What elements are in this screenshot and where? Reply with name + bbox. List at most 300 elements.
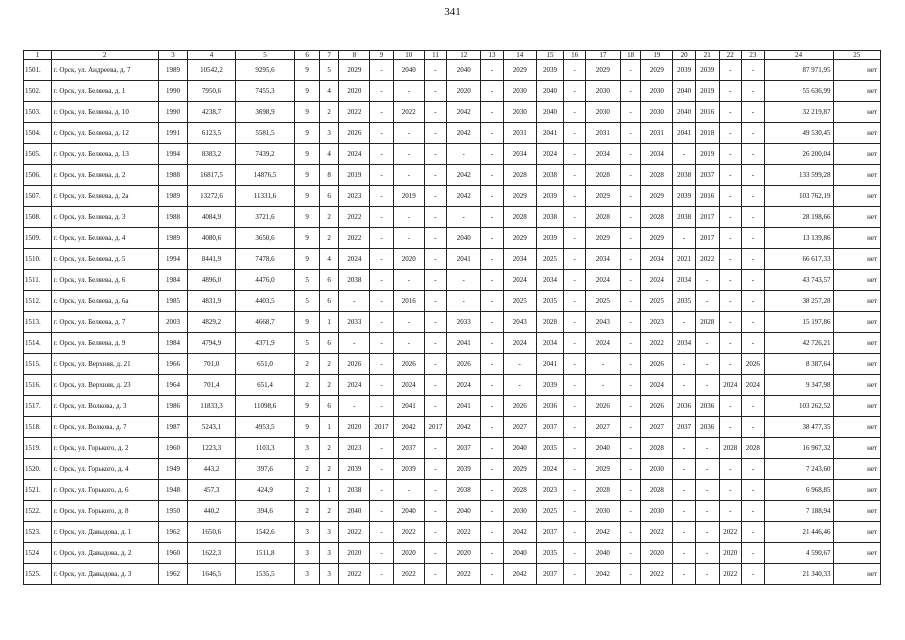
- table-cell: 1985: [158, 291, 188, 312]
- column-header: 6: [295, 51, 320, 60]
- table-cell: 2037: [536, 564, 564, 585]
- table-cell: 9: [295, 207, 320, 228]
- table-cell: -: [393, 228, 424, 249]
- table-cell: 38 477,35: [764, 417, 833, 438]
- table-cell: 1984: [158, 333, 188, 354]
- table-cell: 9: [295, 228, 320, 249]
- table-cell: 2031: [585, 123, 620, 144]
- table-cell: 2039: [695, 60, 719, 81]
- table-cell: 2030: [641, 459, 673, 480]
- column-header: 13: [481, 51, 504, 60]
- table-cell: 2036: [673, 396, 696, 417]
- table-cell: 1509.: [24, 228, 52, 249]
- table-cell: -: [673, 375, 696, 396]
- table-cell: 7439,2: [235, 144, 295, 165]
- table-cell: 2040: [447, 228, 481, 249]
- table-cell: -: [447, 291, 481, 312]
- table-cell: -: [481, 102, 504, 123]
- table-cell: 9: [295, 396, 320, 417]
- table-cell: 2024: [503, 333, 536, 354]
- table-cell: 2025: [536, 249, 564, 270]
- table-cell: 1501.: [24, 60, 52, 81]
- table-cell: -: [695, 333, 719, 354]
- table-cell: нет: [833, 249, 880, 270]
- table-cell: -: [620, 207, 641, 228]
- table-cell: 2029: [585, 186, 620, 207]
- table-cell: -: [564, 270, 586, 291]
- table-cell: -: [620, 312, 641, 333]
- table-cell: 133 599,28: [764, 165, 833, 186]
- table-cell: 1512.: [24, 291, 52, 312]
- table-row: [24, 459, 881, 480]
- table-cell: -: [564, 459, 586, 480]
- table-cell: 4794,9: [188, 333, 235, 354]
- table-cell: -: [370, 312, 394, 333]
- table-cell: -: [719, 249, 742, 270]
- table-cell: 2039: [673, 186, 696, 207]
- table-cell: 2026: [641, 396, 673, 417]
- table-cell: -: [564, 165, 586, 186]
- column-header: 24: [764, 51, 833, 60]
- table-cell: -: [719, 459, 742, 480]
- table-cell: -: [370, 396, 394, 417]
- table-cell: 2034: [641, 144, 673, 165]
- table-cell: -: [564, 102, 586, 123]
- table-cell: 2040: [673, 102, 696, 123]
- table-cell: -: [673, 459, 696, 480]
- table-cell: -: [564, 60, 586, 81]
- table-cell: -: [742, 123, 765, 144]
- table-cell: -: [564, 375, 586, 396]
- table-cell: -: [742, 459, 765, 480]
- table-cell: 2026: [339, 354, 370, 375]
- table-cell: 2036: [695, 417, 719, 438]
- table-cell: 21 446,46: [764, 522, 833, 543]
- table-cell: 3: [319, 123, 339, 144]
- table-cell: -: [719, 270, 742, 291]
- table-cell: -: [424, 102, 447, 123]
- table-cell: 701,4: [188, 375, 235, 396]
- table-cell: 1650,6: [188, 522, 235, 543]
- table-cell: 2029: [503, 459, 536, 480]
- table-cell: 2030: [641, 81, 673, 102]
- table-cell: -: [742, 291, 765, 312]
- table-cell: 3: [295, 522, 320, 543]
- table-cell: 2020: [447, 543, 481, 564]
- table-cell: 2023: [339, 438, 370, 459]
- table-cell: -: [695, 438, 719, 459]
- table-cell: 2029: [641, 186, 673, 207]
- table-cell: -: [673, 438, 696, 459]
- table-cell: 2028: [641, 165, 673, 186]
- table-cell: 2022: [695, 249, 719, 270]
- table-row: [24, 396, 881, 417]
- table-cell: 2026: [742, 354, 765, 375]
- table-cell: нет: [833, 144, 880, 165]
- table-cell: 2017: [424, 417, 447, 438]
- table-cell: 2020: [447, 81, 481, 102]
- table-cell: 3: [319, 543, 339, 564]
- table-cell: 8383,2: [188, 144, 235, 165]
- table-cell: 13 139,86: [764, 228, 833, 249]
- table-cell: 2022: [339, 228, 370, 249]
- table-cell: -: [424, 81, 447, 102]
- table-row: [24, 480, 881, 501]
- table-cell: г. Орск, ул. Верхняя, д. 23: [51, 375, 158, 396]
- table-row: [24, 333, 881, 354]
- table-cell: 2033: [447, 312, 481, 333]
- table-cell: -: [424, 522, 447, 543]
- table-cell: 2025: [585, 291, 620, 312]
- table-cell: г. Орск, ул. Беляева, д. 9: [51, 333, 158, 354]
- table-cell: -: [481, 270, 504, 291]
- table-cell: 2036: [695, 396, 719, 417]
- table-cell: 4238,7: [188, 102, 235, 123]
- table-cell: 5581,5: [235, 123, 295, 144]
- table-cell: 2024: [536, 459, 564, 480]
- table-cell: 2: [319, 354, 339, 375]
- table-cell: 2030: [585, 102, 620, 123]
- table-cell: 5: [295, 270, 320, 291]
- table-cell: -: [719, 60, 742, 81]
- table-row: [24, 270, 881, 291]
- table-cell: 1535,5: [235, 564, 295, 585]
- table-cell: 2: [319, 375, 339, 396]
- table-cell: 2042: [447, 165, 481, 186]
- table-cell: -: [564, 396, 586, 417]
- table-cell: -: [370, 123, 394, 144]
- table-cell: 2034: [673, 333, 696, 354]
- table-cell: 2024: [393, 375, 424, 396]
- column-header: 18: [620, 51, 641, 60]
- table-cell: 28 198,66: [764, 207, 833, 228]
- table-cell: нет: [833, 228, 880, 249]
- table-cell: 32 219,87: [764, 102, 833, 123]
- column-header: 12: [447, 51, 481, 60]
- table-cell: -: [424, 249, 447, 270]
- table-cell: 43 743,57: [764, 270, 833, 291]
- column-header: 9: [370, 51, 394, 60]
- table-row: [24, 144, 881, 165]
- table-cell: 1223,3: [188, 438, 235, 459]
- table-cell: 2017: [370, 417, 394, 438]
- table-cell: -: [370, 375, 394, 396]
- table-cell: 424,9: [235, 480, 295, 501]
- table-cell: -: [424, 459, 447, 480]
- column-header: 1: [24, 51, 52, 60]
- table-cell: 2041: [673, 123, 696, 144]
- table-cell: -: [742, 186, 765, 207]
- table-cell: 1989: [158, 60, 188, 81]
- table-cell: 9: [295, 81, 320, 102]
- table-cell: 5: [295, 333, 320, 354]
- table-cell: 1511,8: [235, 543, 295, 564]
- column-header: 21: [695, 51, 719, 60]
- column-header: 25: [833, 51, 880, 60]
- table-cell: -: [742, 270, 765, 291]
- table-row: [24, 81, 881, 102]
- table-cell: 651,0: [235, 354, 295, 375]
- table-cell: 2042: [393, 417, 424, 438]
- table-cell: 1525.: [24, 564, 52, 585]
- table-cell: 4896,0: [188, 270, 235, 291]
- table-cell: 2: [319, 501, 339, 522]
- table-cell: г. Орск, ул. Беляева, д. 10: [51, 102, 158, 123]
- table-cell: нет: [833, 312, 880, 333]
- table-cell: 7950,6: [188, 81, 235, 102]
- table-cell: -: [742, 60, 765, 81]
- table-cell: 1966: [158, 354, 188, 375]
- table-cell: 9: [295, 144, 320, 165]
- table-cell: 4476,0: [235, 270, 295, 291]
- table-cell: 2024: [585, 333, 620, 354]
- table-cell: нет: [833, 354, 880, 375]
- table-cell: -: [481, 123, 504, 144]
- table-cell: г. Орск, ул. Горького, д. 6: [51, 480, 158, 501]
- table-cell: -: [719, 186, 742, 207]
- table-cell: -: [620, 249, 641, 270]
- table-cell: -: [620, 543, 641, 564]
- column-header: 15: [536, 51, 564, 60]
- table-cell: 4831,9: [188, 291, 235, 312]
- table-cell: -: [424, 291, 447, 312]
- table-cell: нет: [833, 333, 880, 354]
- table-cell: 2018: [695, 123, 719, 144]
- table-cell: 4: [319, 249, 339, 270]
- table-cell: -: [620, 186, 641, 207]
- table-cell: 2023: [536, 480, 564, 501]
- table-cell: -: [695, 564, 719, 585]
- table-cell: -: [719, 333, 742, 354]
- table-cell: нет: [833, 165, 880, 186]
- table-cell: 2042: [585, 522, 620, 543]
- table-cell: 1949: [158, 459, 188, 480]
- table-cell: 2022: [641, 522, 673, 543]
- table-cell: 2028: [503, 480, 536, 501]
- table-cell: -: [742, 144, 765, 165]
- table-cell: 2040: [536, 81, 564, 102]
- table-cell: 2024: [641, 270, 673, 291]
- table-cell: 2016: [695, 102, 719, 123]
- table-cell: 2028: [641, 207, 673, 228]
- table-row: [24, 543, 881, 564]
- table-cell: 3: [295, 564, 320, 585]
- table-cell: -: [564, 438, 586, 459]
- column-header: 20: [673, 51, 696, 60]
- table-cell: 2017: [695, 228, 719, 249]
- table-cell: -: [564, 333, 586, 354]
- table-cell: 66 617,33: [764, 249, 833, 270]
- table-cell: -: [620, 564, 641, 585]
- table-cell: 3: [295, 543, 320, 564]
- table-cell: 1991: [158, 123, 188, 144]
- table-cell: 2030: [503, 501, 536, 522]
- table-cell: -: [393, 270, 424, 291]
- table-cell: 8: [319, 165, 339, 186]
- table-cell: г. Орск, ул. Беляева, д. 2а: [51, 186, 158, 207]
- table-cell: -: [481, 81, 504, 102]
- table-cell: 8441,9: [188, 249, 235, 270]
- table-cell: -: [620, 102, 641, 123]
- table-cell: 1505.: [24, 144, 52, 165]
- table-cell: -: [564, 543, 586, 564]
- table-cell: -: [370, 186, 394, 207]
- table-cell: 15 197,86: [764, 312, 833, 333]
- table-cell: -: [370, 60, 394, 81]
- table-cell: 6: [319, 270, 339, 291]
- table-cell: 1989: [158, 186, 188, 207]
- table-cell: -: [620, 438, 641, 459]
- table-cell: 1987: [158, 417, 188, 438]
- table-cell: 2034: [585, 249, 620, 270]
- table-cell: 457,3: [188, 480, 235, 501]
- table-cell: 2023: [339, 186, 370, 207]
- table-cell: -: [673, 144, 696, 165]
- table-cell: -: [620, 417, 641, 438]
- table-cell: -: [481, 543, 504, 564]
- table-cell: -: [742, 207, 765, 228]
- table-cell: 7478,6: [235, 249, 295, 270]
- table-cell: 2025: [536, 501, 564, 522]
- table-cell: 2021: [673, 249, 696, 270]
- table-cell: г. Орск, ул. Беляева, д. 3: [51, 207, 158, 228]
- column-header: 16: [564, 51, 586, 60]
- table-cell: 2022: [719, 564, 742, 585]
- table-cell: -: [393, 81, 424, 102]
- column-header: 5: [235, 51, 295, 60]
- table-cell: -: [564, 228, 586, 249]
- table-cell: 9: [295, 249, 320, 270]
- table-cell: -: [564, 291, 586, 312]
- table-cell: 2: [295, 501, 320, 522]
- table-cell: -: [424, 312, 447, 333]
- table-row: [24, 123, 881, 144]
- table-cell: 2022: [393, 564, 424, 585]
- table-cell: 2022: [339, 564, 370, 585]
- table-cell: 2039: [536, 228, 564, 249]
- table-cell: 2042: [447, 102, 481, 123]
- table-cell: 2040: [673, 81, 696, 102]
- table-cell: 1990: [158, 81, 188, 102]
- table-cell: 1520.: [24, 459, 52, 480]
- table-cell: 2042: [503, 564, 536, 585]
- table-cell: 2028: [503, 165, 536, 186]
- table-cell: 6: [319, 396, 339, 417]
- table-cell: -: [719, 480, 742, 501]
- table-cell: -: [481, 228, 504, 249]
- table-row: [24, 186, 881, 207]
- table-row: [24, 291, 881, 312]
- table-cell: -: [424, 564, 447, 585]
- table-cell: 1988: [158, 207, 188, 228]
- table-cell: 2038: [339, 480, 370, 501]
- table-cell: 2028: [719, 438, 742, 459]
- table-cell: 4371,9: [235, 333, 295, 354]
- table-cell: 2028: [585, 207, 620, 228]
- table-cell: 2020: [393, 543, 424, 564]
- table-cell: -: [370, 543, 394, 564]
- table-cell: г. Орск, ул. Андреева, д. 7: [51, 60, 158, 81]
- table-cell: 2: [295, 375, 320, 396]
- table-cell: -: [481, 60, 504, 81]
- table-cell: 5243,1: [188, 417, 235, 438]
- table-cell: -: [481, 165, 504, 186]
- table-cell: 1986: [158, 396, 188, 417]
- table-cell: 9: [295, 165, 320, 186]
- table-cell: -: [564, 144, 586, 165]
- table-cell: 2042: [447, 417, 481, 438]
- table-cell: 2: [319, 228, 339, 249]
- table-cell: -: [424, 480, 447, 501]
- table-cell: -: [742, 81, 765, 102]
- table-body: [24, 60, 881, 585]
- table-cell: -: [719, 291, 742, 312]
- table-cell: г. Орск, ул. Горького, д. 2: [51, 438, 158, 459]
- table-cell: 11331,6: [235, 186, 295, 207]
- table-cell: 2029: [503, 228, 536, 249]
- table-cell: -: [481, 249, 504, 270]
- table-cell: -: [370, 354, 394, 375]
- table-cell: -: [620, 60, 641, 81]
- table-cell: -: [719, 417, 742, 438]
- table-cell: -: [564, 417, 586, 438]
- table-cell: 2026: [585, 396, 620, 417]
- table-cell: -: [339, 396, 370, 417]
- table-cell: 49 530,45: [764, 123, 833, 144]
- table-cell: -: [673, 564, 696, 585]
- table-cell: 1: [319, 480, 339, 501]
- table-cell: -: [620, 501, 641, 522]
- table-cell: 1524: [24, 543, 52, 564]
- table-cell: -: [719, 501, 742, 522]
- table-cell: 1517.: [24, 396, 52, 417]
- table-cell: 2042: [503, 522, 536, 543]
- table-cell: -: [424, 333, 447, 354]
- table-cell: -: [620, 375, 641, 396]
- table-cell: -: [742, 564, 765, 585]
- table-cell: 2039: [536, 60, 564, 81]
- table-cell: -: [481, 375, 504, 396]
- table-cell: -: [695, 459, 719, 480]
- table-cell: 3721,6: [235, 207, 295, 228]
- table-cell: -: [742, 522, 765, 543]
- table-cell: 1646,5: [188, 564, 235, 585]
- table-cell: 2041: [536, 354, 564, 375]
- table-cell: -: [620, 522, 641, 543]
- table-cell: 9295,6: [235, 60, 295, 81]
- table-cell: -: [481, 312, 504, 333]
- table-cell: -: [424, 165, 447, 186]
- table-cell: 1994: [158, 249, 188, 270]
- table-cell: 2027: [641, 417, 673, 438]
- table-cell: 2037: [673, 417, 696, 438]
- table-cell: 2020: [641, 543, 673, 564]
- table-cell: -: [447, 270, 481, 291]
- table-cell: -: [393, 480, 424, 501]
- table-cell: 2026: [393, 354, 424, 375]
- column-header: 10: [393, 51, 424, 60]
- table-cell: г. Орск, ул. Верхняя, д. 21: [51, 354, 158, 375]
- table-cell: 1521.: [24, 480, 52, 501]
- table-cell: -: [742, 480, 765, 501]
- table-cell: -: [742, 543, 765, 564]
- table-cell: -: [370, 438, 394, 459]
- table-cell: 1950: [158, 501, 188, 522]
- table-cell: -: [620, 228, 641, 249]
- table-cell: -: [370, 333, 394, 354]
- table-cell: -: [370, 564, 394, 585]
- table-cell: 2: [295, 459, 320, 480]
